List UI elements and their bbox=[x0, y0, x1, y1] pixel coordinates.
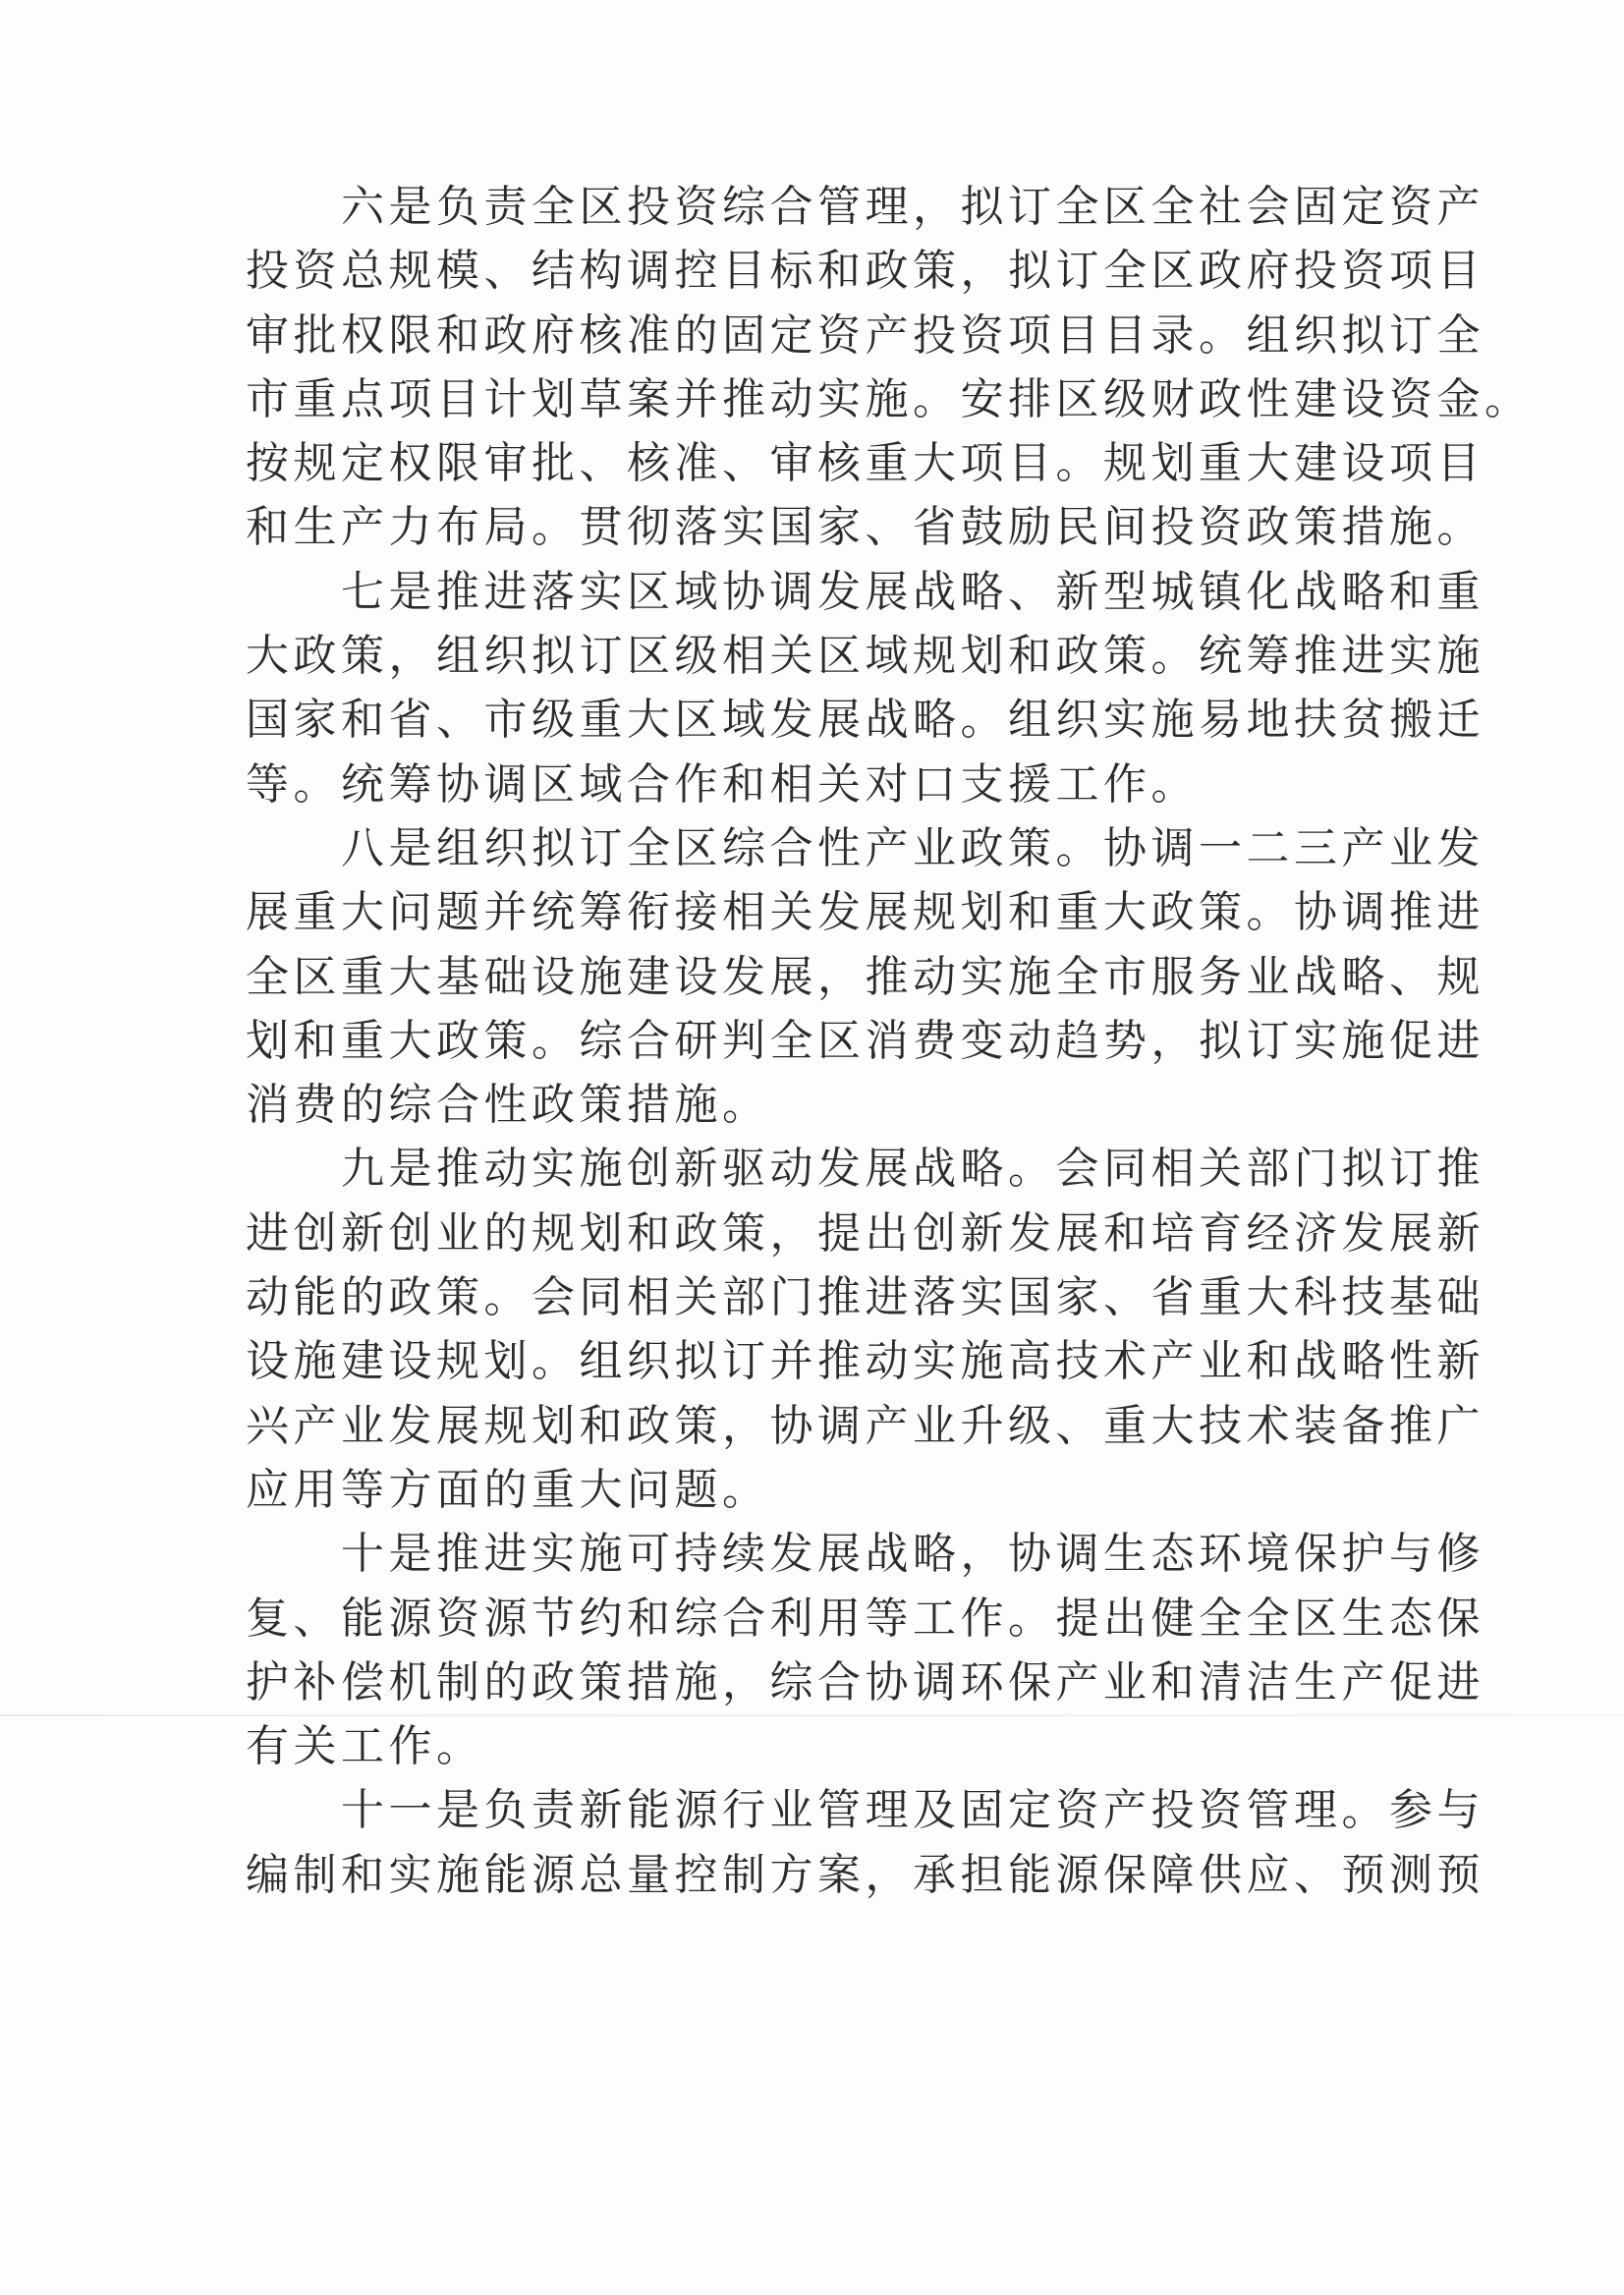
text-line: 复、能源资源节约和综合利用等工作。提出健全全区生态保 bbox=[246, 1593, 1484, 1644]
text-line: 全区重大基础设施建设发展，推动实施全市服务业战略、规 bbox=[246, 951, 1484, 1002]
text-line: 消费的综合性政策措施。 bbox=[246, 1080, 770, 1131]
text-line: 设施建设规划。组织拟订并推动实施高技术产业和战略性新 bbox=[246, 1336, 1484, 1387]
text-line: 八是组织拟订全区综合性产业政策。协调一二三产业发 bbox=[246, 822, 1484, 873]
text-line: 九是推动实施创新驱动发展战略。会同相关部门拟订推 bbox=[246, 1144, 1484, 1195]
text-line: 进创新创业的规划和政策，提出创新发展和培育经济发展新 bbox=[246, 1207, 1484, 1259]
text-line: 动能的政策。会同相关部门推进落实国家、省重大科技基础 bbox=[246, 1272, 1484, 1323]
text-line: 市重点项目计划草案并推动实施。安排区级财政性建设资金。 bbox=[246, 373, 1533, 424]
text-line: 和生产力布局。贯彻落实国家、省鼓励民间投资政策措施。 bbox=[246, 502, 1484, 553]
text-line: 六是负责全区投资综合管理，拟订全区全社会固定资产 bbox=[246, 182, 1484, 232]
document-body bbox=[246, 175, 1533, 1907]
text-line: 国家和省、市级重大区域发展战略。组织实施易地扶贫搬迁 bbox=[246, 695, 1484, 746]
text-line: 有关工作。 bbox=[246, 1721, 484, 1772]
text-line: 应用等方面的重大问题。 bbox=[246, 1464, 770, 1515]
text-line: 展重大问题并统筹衔接相关发展规划和重大政策。协调推进 bbox=[246, 887, 1484, 938]
text-line: 审批权限和政府核准的固定资产投资项目目录。组织拟订全 bbox=[246, 309, 1484, 361]
text-line: 十一是负责新能源行业管理及固定资产投资管理。参与 bbox=[246, 1785, 1484, 1836]
text-line: 投资总规模、结构调控目标和政策，拟订全区政府投资项目 bbox=[246, 246, 1484, 297]
text-line: 七是推进落实区域协调发展战略、新型城镇化战略和重 bbox=[246, 566, 1484, 617]
text-line: 按规定权限审批、核准、审核重大项目。规划重大建设项目 bbox=[246, 438, 1484, 489]
text-line: 兴产业发展规划和政策，协调产业升级、重大技术装备推广 bbox=[246, 1400, 1484, 1451]
text-line: 十是推进实施可持续发展战略，协调生态环境保护与修 bbox=[246, 1529, 1484, 1580]
text-line: 划和重大政策。综合研判全区消费变动趋势，拟订实施促进 bbox=[246, 1015, 1484, 1066]
text-line: 大政策，组织拟订区级相关区域规划和政策。统筹推进实施 bbox=[246, 631, 1484, 682]
text-line: 编制和实施能源总量控制方案，承担能源保障供应、预测预 bbox=[246, 1849, 1484, 1900]
text-line: 护补偿机制的政策措施，综合协调环保产业和清洁生产促进 bbox=[246, 1656, 1484, 1707]
text-line: 等。统筹协调区域合作和相关对口支援工作。 bbox=[246, 758, 1199, 810]
